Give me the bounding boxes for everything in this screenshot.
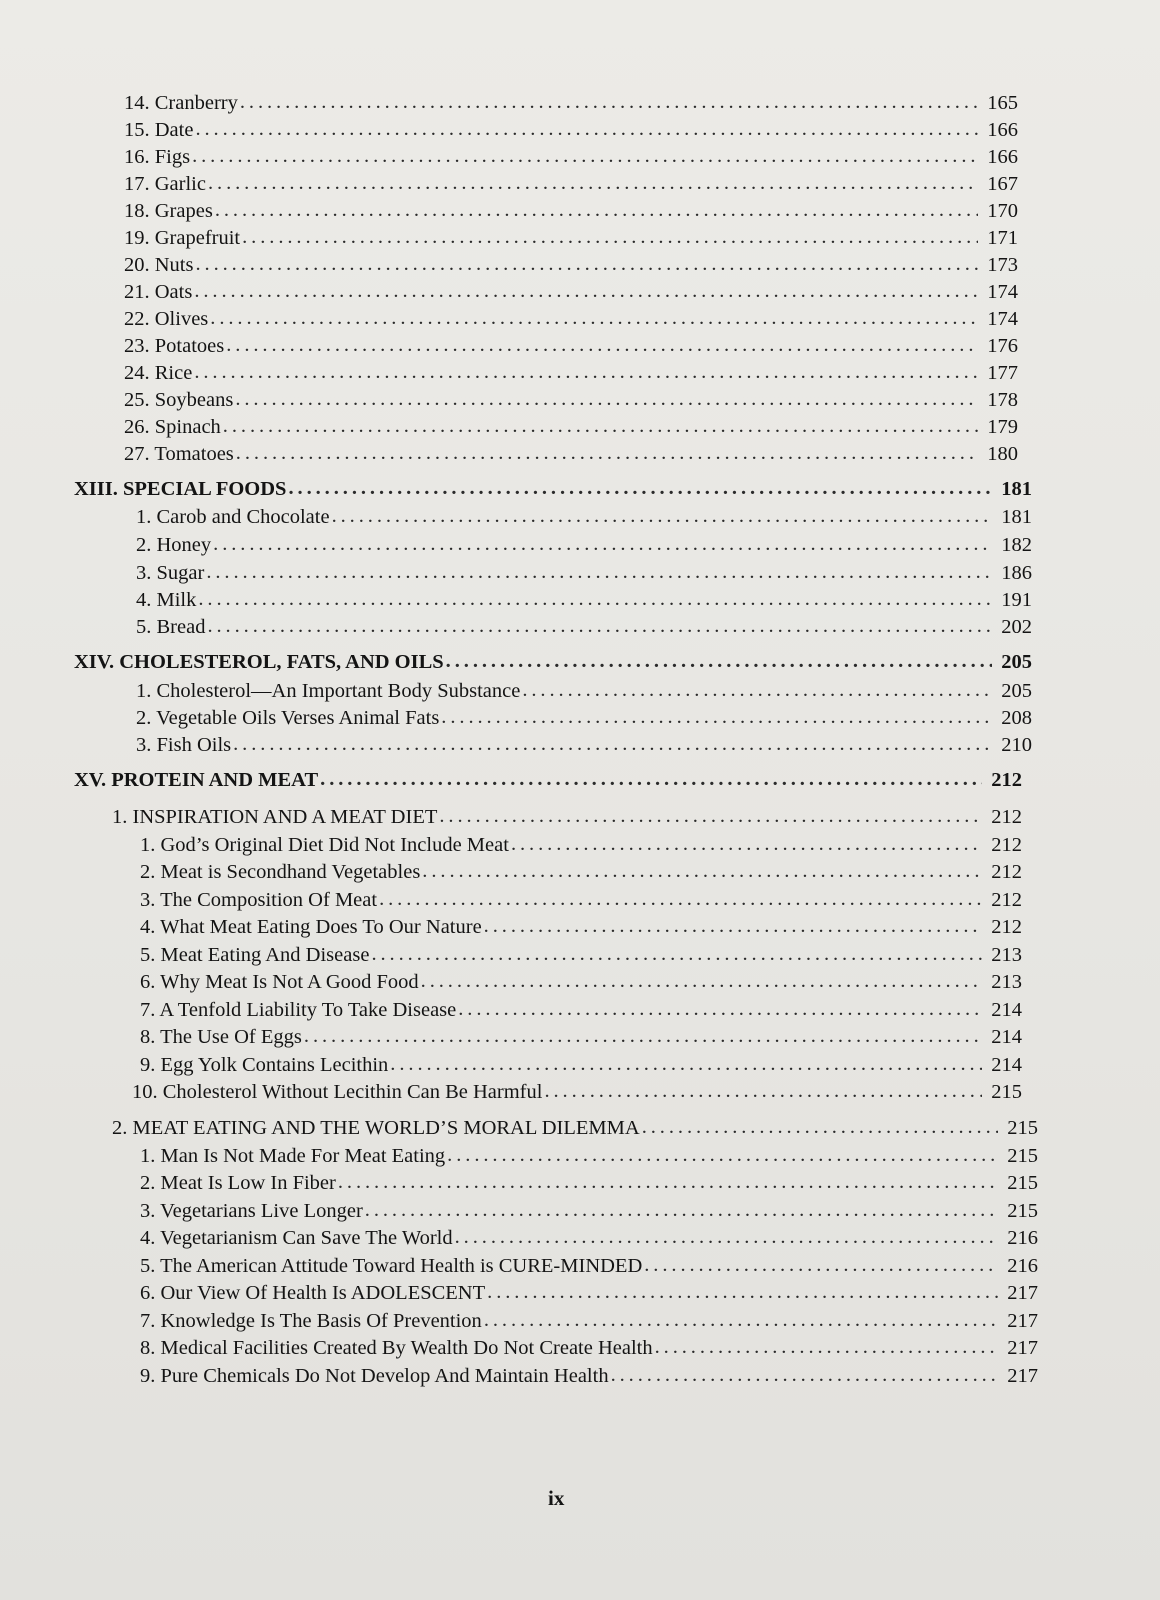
dot-leader — [226, 333, 978, 357]
entry-page-number: 212 — [991, 916, 1022, 938]
dot-leader — [320, 767, 982, 791]
entry-title: 6. Our View Of Health Is ADOLESCENT — [140, 1282, 486, 1304]
entry-page-number: 170 — [987, 200, 1018, 222]
dot-leader — [422, 859, 982, 883]
entry-page-number: 213 — [991, 971, 1022, 993]
dot-leader — [198, 587, 992, 611]
dot-leader — [421, 969, 982, 993]
entry-page-number: 177 — [987, 362, 1018, 384]
entry-page-number: 215 — [991, 1081, 1022, 1103]
entry-title: 2. Meat Is Low In Fiber — [140, 1172, 336, 1194]
dot-leader — [439, 804, 982, 828]
dot-leader — [611, 1363, 998, 1387]
entry-page-number: 215 — [1007, 1172, 1038, 1194]
entry-page-number: 173 — [987, 254, 1018, 276]
entry-title: 9. Egg Yolk Contains Lecithin — [140, 1054, 389, 1076]
entry-page-number: 182 — [1001, 534, 1032, 556]
toc-entry — [124, 304, 1018, 331]
entry-page-number: 171 — [987, 227, 1018, 249]
entry-title: 4. Vegetarianism Can Save The World — [140, 1227, 453, 1249]
entry-title: 1. God’s Original Diet Did Not Include Meat — [140, 834, 509, 856]
toc-entry — [140, 995, 1022, 1022]
toc-entry — [124, 115, 1018, 142]
dot-leader — [365, 1198, 998, 1222]
entry-page-number: 217 — [1007, 1365, 1038, 1387]
toc-entry — [124, 196, 1018, 223]
entry-title: 8. The Use Of Eggs — [140, 1026, 302, 1048]
entry-page-number: 165 — [987, 92, 1018, 114]
entry-title: 3. Vegetarians Live Longer — [140, 1200, 363, 1222]
toc-entry — [140, 1223, 1038, 1250]
dot-leader — [213, 532, 992, 556]
toc-entry — [140, 1022, 1022, 1049]
entry-title: 14. Cranberry — [124, 92, 238, 114]
entry-title: 17. Garlic — [124, 173, 206, 195]
chapter-entry — [74, 765, 1022, 792]
entry-title: 2. MEAT EATING AND THE WORLD’S MORAL DILEMMA — [112, 1117, 640, 1139]
entry-title: 10. Cholesterol Without Lecithin Can Be Harmful — [132, 1081, 543, 1103]
entry-page-number: 216 — [1007, 1255, 1038, 1277]
entry-title: 7. Knowledge Is The Basis Of Prevention — [140, 1310, 482, 1332]
entry-page-number: 215 — [1007, 1145, 1038, 1167]
toc-entry — [140, 830, 1022, 857]
entry-title: 15. Date — [124, 119, 194, 141]
dot-leader — [458, 997, 982, 1021]
page-folio: ix — [548, 1486, 565, 1510]
entry-page-number: 213 — [991, 944, 1022, 966]
toc-entry — [124, 358, 1018, 385]
entry-title: 6. Why Meat Is Not A Good Food — [140, 971, 419, 993]
dot-leader — [332, 504, 992, 528]
entry-title: 1. Carob and Chocolate — [136, 506, 330, 528]
dot-leader — [522, 678, 992, 702]
entry-title: 2. Honey — [136, 534, 212, 556]
dot-leader — [215, 198, 978, 222]
entry-title: 1. Cholesterol—An Important Body Substance — [136, 680, 521, 702]
entry-page-number: 174 — [987, 281, 1018, 303]
toc-entry — [140, 1278, 1038, 1305]
entry-title: XIII. SPECIAL FOODS — [74, 478, 287, 500]
toc-entry — [136, 730, 1032, 757]
entry-title: 2. Vegetable Oils Verses Animal Fats — [136, 707, 440, 729]
entry-page-number: 214 — [991, 1054, 1022, 1076]
entry-title: 21. Oats — [124, 281, 193, 303]
dot-leader — [233, 732, 992, 756]
entry-page-number: 166 — [987, 119, 1018, 141]
toc-entry — [140, 885, 1022, 912]
entry-page-number: 180 — [987, 443, 1018, 465]
entry-page-number: 216 — [1007, 1227, 1038, 1249]
toc-entry — [140, 1306, 1038, 1333]
toc-entry — [124, 250, 1018, 277]
entry-page-number: 205 — [1001, 651, 1032, 673]
entry-title: 3. Sugar — [136, 562, 205, 584]
toc-entry — [132, 1077, 1022, 1104]
entry-page-number: 191 — [1001, 589, 1032, 611]
dot-leader — [441, 705, 992, 729]
dot-leader — [484, 1308, 998, 1332]
entry-title: 9. Pure Chemicals Do Not Develop And Maintain Health — [140, 1365, 609, 1387]
entry-page-number: 212 — [991, 861, 1022, 883]
entry-title: 5. The American Attitude Toward Health is CURE-MINDED — [140, 1255, 643, 1277]
entry-title: 5. Bread — [136, 616, 206, 638]
entry-title: 22. Olives — [124, 308, 209, 330]
toc-entry — [140, 1050, 1022, 1077]
chapter-entry — [74, 474, 1032, 501]
entry-title: 20. Nuts — [124, 254, 194, 276]
entry-title: XV. PROTEIN AND MEAT — [74, 769, 319, 791]
entry-page-number: 215 — [1007, 1200, 1038, 1222]
entry-title: 27. Tomatoes — [124, 443, 234, 465]
section-entry — [112, 802, 1022, 829]
dot-leader — [206, 560, 992, 584]
dot-leader — [242, 225, 978, 249]
dot-leader — [195, 117, 978, 141]
entry-page-number: 217 — [1007, 1310, 1038, 1332]
toc-entry — [124, 88, 1018, 115]
entry-title: XIV. CHOLESTEROL, FATS, AND OILS — [74, 651, 444, 673]
toc-entry — [140, 912, 1022, 939]
toc-entry — [136, 612, 1032, 639]
entry-page-number: 212 — [991, 769, 1022, 791]
toc-entry — [124, 169, 1018, 196]
dot-leader — [455, 1225, 998, 1249]
dot-leader — [446, 649, 992, 673]
toc-entry — [140, 1361, 1038, 1388]
entry-page-number: 210 — [1001, 734, 1032, 756]
dot-leader — [338, 1170, 998, 1194]
entry-page-number: 212 — [991, 889, 1022, 911]
dot-leader — [235, 387, 978, 411]
dot-leader — [390, 1052, 982, 1076]
entry-page-number: 205 — [1001, 680, 1032, 702]
dot-leader — [240, 90, 978, 114]
dot-leader — [379, 887, 982, 911]
dot-leader — [487, 1280, 998, 1304]
dot-leader — [194, 360, 978, 384]
entry-title: 26. Spinach — [124, 416, 221, 438]
toc-entry — [140, 1333, 1038, 1360]
dot-leader — [195, 252, 978, 276]
entry-title: 4. What Meat Eating Does To Our Nature — [140, 916, 482, 938]
entry-page-number: 179 — [987, 416, 1018, 438]
toc-entry — [140, 1251, 1038, 1278]
entry-page-number: 181 — [1001, 506, 1032, 528]
toc-entry — [140, 967, 1022, 994]
entry-title: 23. Potatoes — [124, 335, 225, 357]
dot-leader — [236, 441, 978, 465]
dot-leader — [511, 832, 982, 856]
entry-page-number: 217 — [1007, 1282, 1038, 1304]
entry-title: 5. Meat Eating And Disease — [140, 944, 370, 966]
entry-page-number: 174 — [987, 308, 1018, 330]
dot-leader — [207, 614, 992, 638]
entry-page-number: 178 — [987, 389, 1018, 411]
entry-title: 8. Medical Facilities Created By Wealth Do Not Create Health — [140, 1337, 653, 1359]
entry-page-number: 214 — [991, 999, 1022, 1021]
toc-entry — [136, 558, 1032, 585]
entry-page-number: 217 — [1007, 1337, 1038, 1359]
toc-entry — [140, 1141, 1038, 1168]
entry-title: 19. Grapefruit — [124, 227, 241, 249]
toc-entry — [140, 857, 1022, 884]
dot-leader — [484, 914, 982, 938]
dot-leader — [210, 306, 978, 330]
chapter-entry — [74, 647, 1032, 674]
toc-entry — [136, 530, 1032, 557]
entry-page-number: 202 — [1001, 616, 1032, 638]
toc-entry — [124, 331, 1018, 358]
dot-leader — [194, 279, 978, 303]
entry-title: 3. Fish Oils — [136, 734, 232, 756]
entry-title: 7. A Tenfold Liability To Take Disease — [140, 999, 457, 1021]
entry-title: 2. Meat is Secondhand Vegetables — [140, 861, 421, 883]
entry-title: 4. Milk — [136, 589, 197, 611]
entry-title: 1. INSPIRATION AND A MEAT DIET — [112, 806, 438, 828]
entry-title: 3. The Composition Of Meat — [140, 889, 378, 911]
toc-entry — [136, 703, 1032, 730]
entry-page-number: 212 — [991, 834, 1022, 856]
entry-page-number: 208 — [1001, 707, 1032, 729]
dot-leader — [644, 1253, 998, 1277]
dot-leader — [642, 1115, 998, 1139]
toc-entry — [124, 385, 1018, 412]
toc-entry — [136, 676, 1032, 703]
entry-title: 24. Rice — [124, 362, 193, 384]
dot-leader — [447, 1143, 998, 1167]
entry-title: 1. Man Is Not Made For Meat Eating — [140, 1145, 446, 1167]
dot-leader — [208, 171, 978, 195]
toc-entry — [140, 1168, 1038, 1195]
toc-entry — [124, 439, 1018, 466]
entry-title: 25. Soybeans — [124, 389, 234, 411]
dot-leader — [544, 1079, 982, 1103]
entry-page-number: 181 — [1001, 478, 1032, 500]
toc-entry — [140, 940, 1022, 967]
toc-entry — [124, 277, 1018, 304]
entry-page-number: 176 — [987, 335, 1018, 357]
entry-page-number: 215 — [1007, 1117, 1038, 1139]
toc-entry — [124, 412, 1018, 439]
entry-page-number: 167 — [987, 173, 1018, 195]
entry-page-number: 186 — [1001, 562, 1032, 584]
toc-entry — [124, 223, 1018, 250]
entry-page-number: 166 — [987, 146, 1018, 168]
dot-leader — [223, 414, 978, 438]
toc-entry — [136, 585, 1032, 612]
entry-title: 16. Figs — [124, 146, 191, 168]
dot-leader — [192, 144, 978, 168]
entry-page-number: 214 — [991, 1026, 1022, 1048]
entry-page-number: 212 — [991, 806, 1022, 828]
dot-leader — [304, 1024, 982, 1048]
dot-leader — [371, 942, 982, 966]
toc-entry — [140, 1196, 1038, 1223]
section-entry — [112, 1113, 1038, 1140]
dot-leader — [288, 476, 992, 500]
toc-entry — [124, 142, 1018, 169]
entry-title: 18. Grapes — [124, 200, 213, 222]
dot-leader — [655, 1335, 998, 1359]
toc-entry — [136, 502, 1032, 529]
